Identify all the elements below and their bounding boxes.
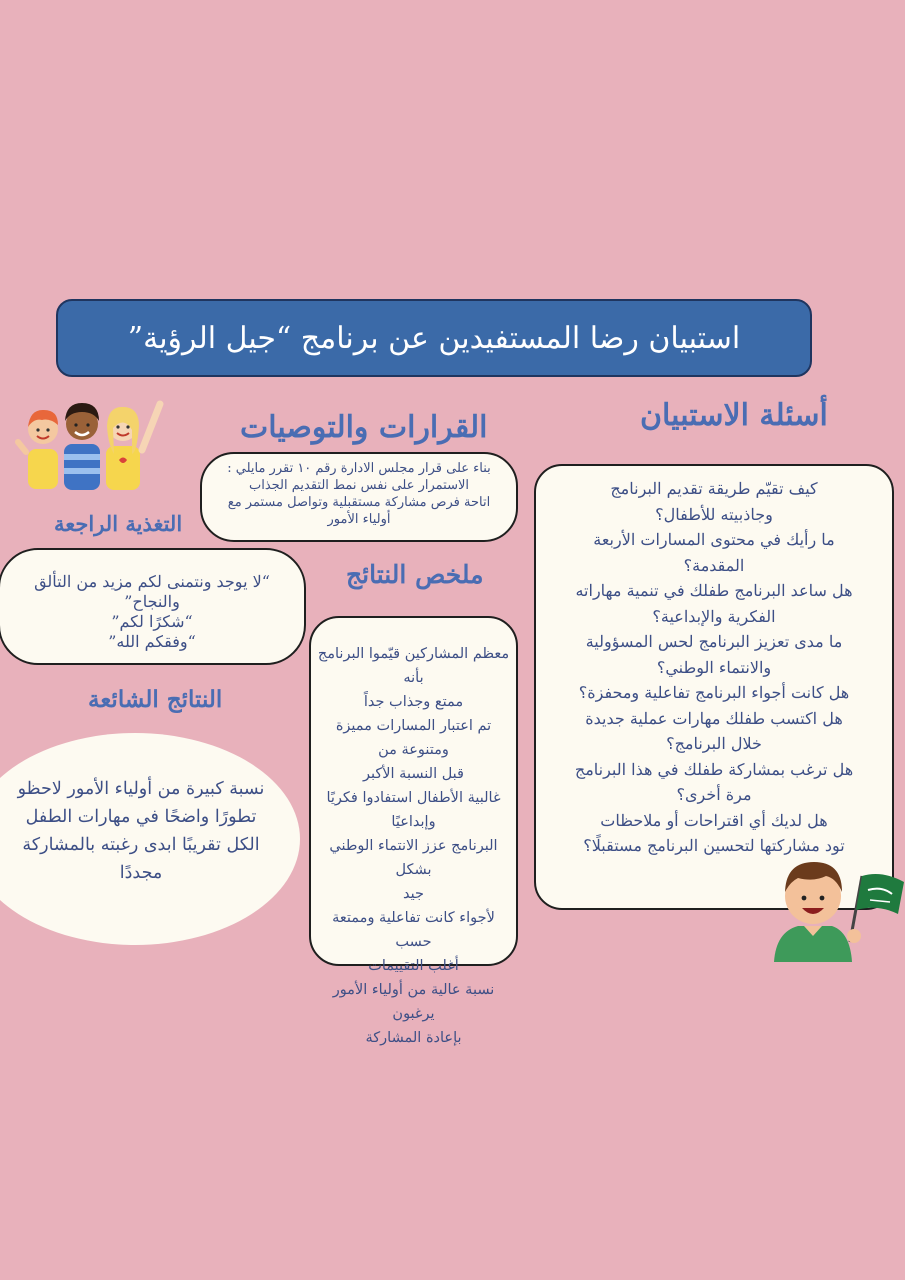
feedback-heading: التغذية الراجعة — [54, 511, 183, 536]
question-line: كيف تقيّم طريقة تقديم البرنامج — [610, 479, 818, 498]
boy-with-saudi-flag-icon — [770, 852, 905, 962]
summary-line: أغلب التقييمات — [368, 958, 459, 974]
question-line: هل لديك أي اقتراحات أو ملاحظات — [600, 810, 828, 830]
common-line: تطورًا واضحًا في مهارات الطفل — [25, 807, 257, 827]
question-line: هل ساعد البرنامج طفلك في تنمية مهاراته — [575, 581, 853, 600]
summary-line: جيد — [403, 886, 424, 902]
summary-line: بإعادة المشاركة — [365, 1030, 462, 1046]
feedback-line: “وفقكم الله” — [108, 632, 196, 651]
feedback-line: “شكرًا لكم” — [111, 612, 193, 631]
summary-line: البرنامج عزز الانتماء الوطني بشكل — [329, 838, 498, 878]
summary-line: تم اعتبار المسارات مميزة ومتنوعة من — [335, 718, 492, 758]
questions-card — [534, 464, 894, 910]
question-line: ما رأيك في محتوى المسارات الأربعة — [593, 530, 835, 549]
question-line: مرة أخرى؟ — [676, 785, 752, 804]
title-banner — [56, 299, 812, 377]
question-line: وجاذبيته للأطفال؟ — [655, 504, 773, 524]
summary-line: غالبية الأطفال استفادوا فكريًا — [326, 790, 501, 806]
summary-line: وإبداعيًا — [391, 814, 436, 830]
summary-line: معظم المشاركين قيّموا البرنامج بأنه — [317, 646, 510, 686]
page-title: استبيان رضا المستفيدين عن برنامج “جيل الرؤية” — [127, 320, 741, 356]
question-line: تود مشاركتها لتحسين البرنامج مستقبلًا؟ — [583, 836, 845, 855]
decision-line: الاستمرار على نفس نمط التقديم الجذاب — [248, 478, 470, 493]
summary-heading: ملخص النتائج — [346, 560, 484, 589]
decision-line: اتاحة فرص مشاركة مستقبلية وتواصل مستمر مع — [227, 495, 491, 510]
question-line: هل كانت أجواء البرنامج تفاعلية ومحفزة؟ — [578, 683, 850, 702]
common-line: الكل تقريبًا ابدى رغبته بالمشاركة مجددًا — [22, 835, 260, 883]
summary-card — [309, 616, 518, 1046]
decisions-heading: القرارات والتوصيات — [240, 410, 488, 445]
question-line: خلال البرنامج؟ — [666, 734, 762, 753]
feedback-line: “لا يوجد ونتمنى لكم مزيد من التألق والنجاح” — [34, 572, 270, 611]
question-line: هل اكتسب طفلك مهارات عملية جديدة — [585, 708, 843, 728]
question-line: والانتماء الوطني؟ — [656, 657, 772, 677]
question-line: المقدمة؟ — [683, 555, 745, 575]
decision-line: بناء على قرار مجلس الادارة رقم ١٠ تقرر مايلي : — [227, 461, 491, 476]
summary-line: قبل النسبة الأكبر — [363, 766, 464, 782]
decisions-card — [200, 452, 518, 542]
question-line: ما مدى تعزيز البرنامج لحس المسؤولية — [585, 632, 843, 651]
common-line: نسبة كبيرة من أولياء الأمور لاحظو — [17, 779, 265, 799]
decision-line: أولياء الأمور — [327, 512, 391, 527]
summary-line: ممتع وجذاب جداً — [363, 694, 464, 710]
question-line: الفكرية والإبداعية؟ — [652, 606, 776, 626]
children-group-icon — [14, 394, 170, 494]
feedback-card — [0, 548, 306, 665]
questions-heading: أسئلة الاستبيان — [640, 398, 828, 433]
common-heading: النتائج الشائعة — [88, 686, 223, 713]
common-results-card — [0, 733, 300, 945]
summary-line: لأجواء كانت تفاعلية وممتعة حسب — [332, 910, 495, 950]
question-line: هل ترغب بمشاركة طفلك في هذا البرنامج — [574, 759, 854, 779]
summary-line: نسبة عالية من أولياء الأمور يرغبون — [332, 982, 495, 1022]
